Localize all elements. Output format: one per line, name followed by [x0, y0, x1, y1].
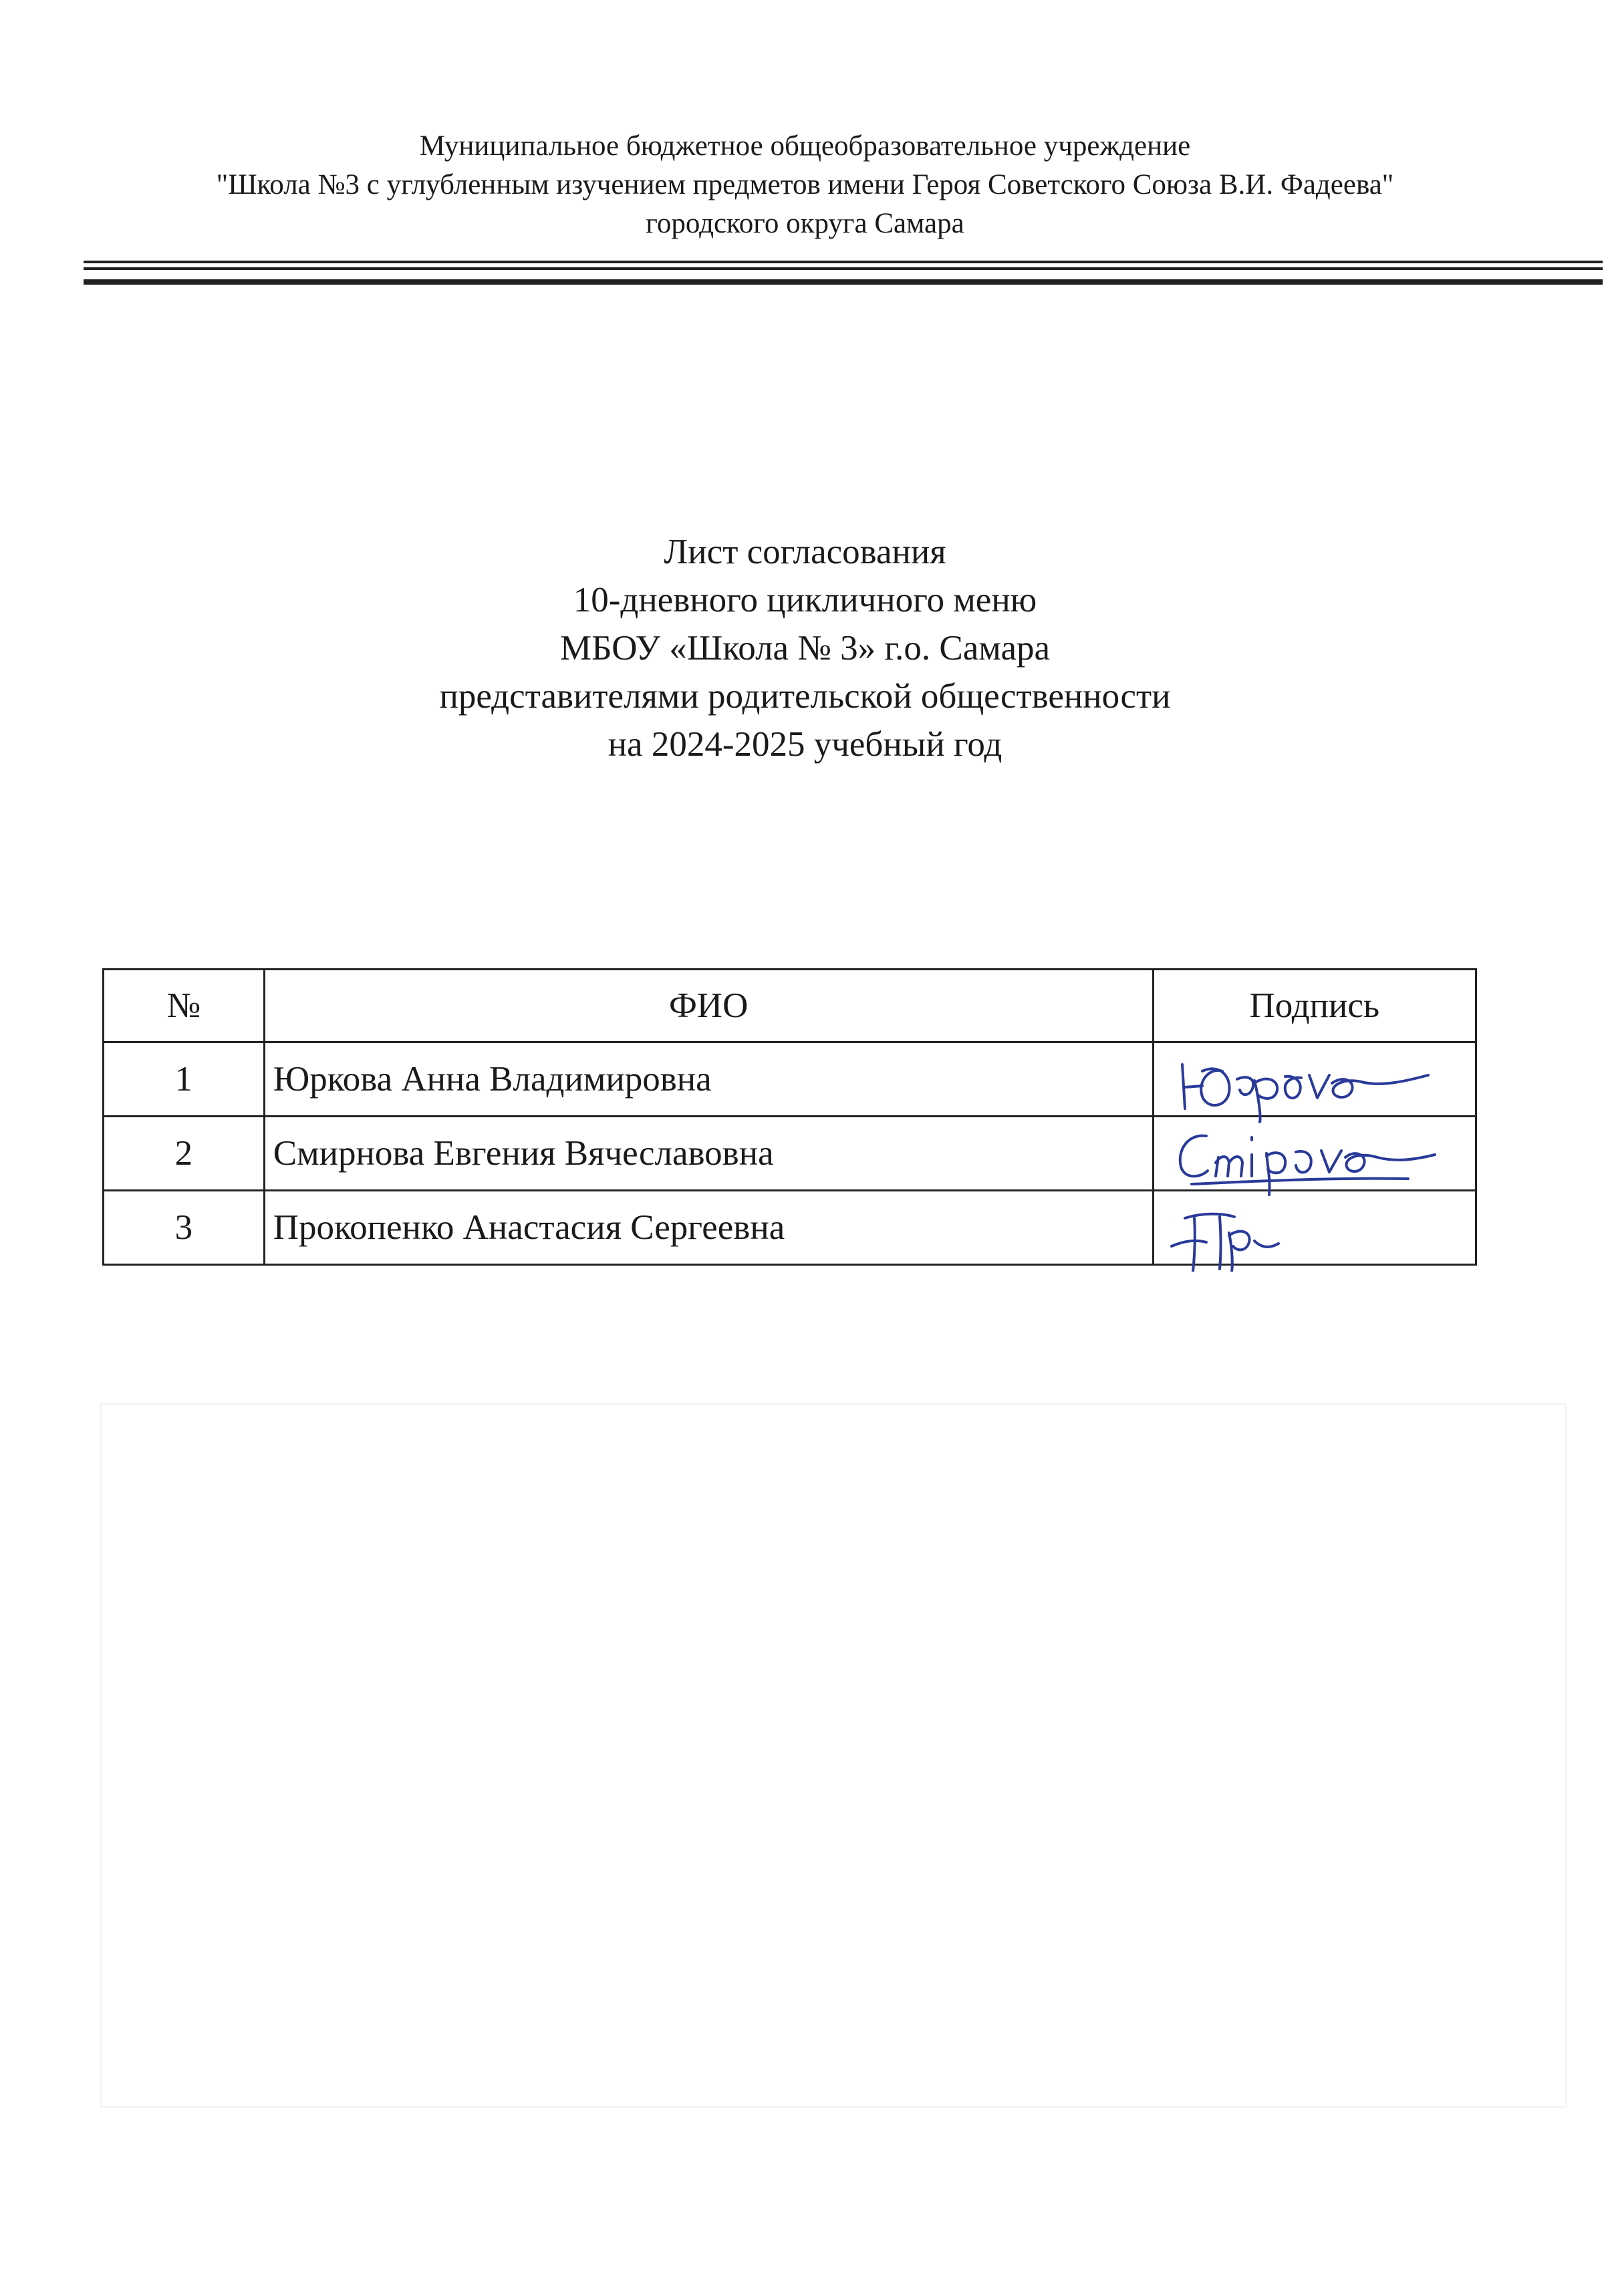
institution-header [0, 127, 1610, 243]
signature-3 [1154, 1185, 1462, 1272]
header-num: № [104, 970, 265, 1042]
header-line-1: Муниципальное бюджетное общеобразовательное учреждение [419, 130, 1191, 162]
row-num: 3 [104, 1191, 265, 1265]
title-line-1: Лист согласования [664, 533, 946, 571]
document-title [0, 528, 1610, 768]
title-line-2: 10-дневного цикличного меню [573, 581, 1037, 619]
header-line-3: городского округа Самара [646, 208, 964, 239]
table-row [104, 1191, 1476, 1265]
header-signature: Подпись [1153, 970, 1476, 1042]
header-fio: ФИО [264, 970, 1153, 1042]
row-num: 1 [104, 1042, 265, 1117]
show-through-area [100, 1403, 1567, 2108]
table-row [104, 1117, 1476, 1191]
approval-table [102, 968, 1477, 1266]
title-line-3: МБОУ «Школа № 3» г.о. Самара [560, 629, 1050, 668]
signature-cell [1153, 1191, 1476, 1265]
row-fio: Юркова Анна Владимировна [264, 1042, 1153, 1117]
title-line-4: представителями родительской общественности [439, 677, 1171, 716]
signature-cell [1153, 1042, 1476, 1117]
row-fio: Смирнова Евгения Вячеславовна [264, 1117, 1153, 1191]
row-fio: Прокопенко Анастасия Сергеевна [264, 1191, 1153, 1265]
signature-cell [1153, 1117, 1476, 1191]
title-line-5: на 2024-2025 учебный год [608, 725, 1002, 764]
table-row [104, 1042, 1476, 1117]
header-rule-thick [84, 279, 1603, 285]
table-header-row [104, 970, 1476, 1042]
header-line-2: "Школа №3 с углубленным изучением предметов имени Героя Советского Союза В.И. Фадеева" [216, 169, 1394, 200]
header-rule-thin-2 [84, 267, 1603, 270]
row-num: 2 [104, 1117, 265, 1191]
header-rule-thin-1 [84, 261, 1603, 263]
